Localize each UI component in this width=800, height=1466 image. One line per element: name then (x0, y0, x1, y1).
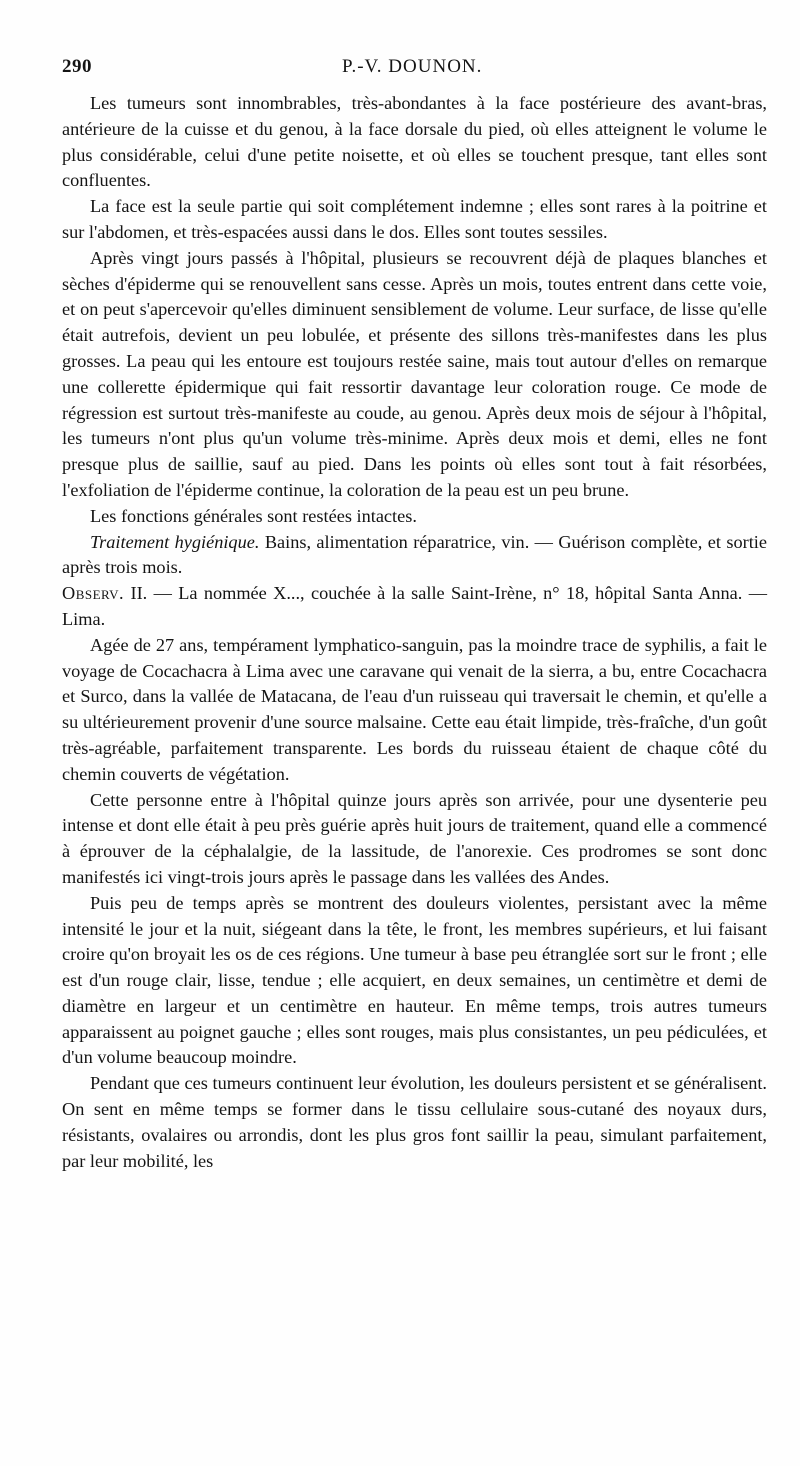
page-number: 290 (62, 56, 92, 77)
page-header (62, 52, 767, 82)
treatment-text: Bains, alimentation réparatrice, vin. — Guérison complète, et sortie après trois mois. (62, 531, 767, 578)
observation-label: Observ. (62, 583, 125, 604)
paragraph: Après vingt jours passés à l'hôpital, plusieurs se recouvrent déjà de plaques blanches et sèches d'épiderme qui se renouvellent sans cesse. Après un mois, toutes entrent dans cette voie, et on peut s'apercevoir qu'elles diminuent sensiblement de volume. Leur surface, de lisse qu'elle était autrefois, devient un peu lobulée, et présente des sillons très-manifestes dans les plus grosses. La peau qui les entoure est toujours restée saine, mais tout autour d'elles on remarque une collerette épidermique qui fait ressortir davantage leur coloration rouge. Ce mode de régression est surtout très-manifeste au coude, au genou. Après deux mois de séjour à l'hôpital, les tumeurs n'ont plus qu'un volume très-minime. Après deux mois et demi, elles ne font presque plus de saillie, sauf au pied. Dans les points où elles sont tout à fait résorbées, l'exfoliation de l'épiderme continue, la coloration de la peau est un peu brune. (62, 247, 767, 500)
body-text (62, 91, 767, 1174)
paragraph: Pendant que ces tumeurs continuent leur évolution, les douleurs persistent et se généralisent. On sent en même temps se former dans le tissu cellulaire sous-cutané des noyaux durs, résistants, ovalaires ou arrondis, dont les plus gros font saillir la peau, simulant parfaitement, par leur mobilité, les (62, 1073, 767, 1171)
observation-heading (62, 581, 767, 633)
observation-text: II. — La nommée X..., couchée à la salle Saint-Irène, n° 18, hôpital Santa Anna. — Lima. (62, 583, 767, 629)
paragraph: Cette personne entre à l'hôpital quinze jours après son arrivée, pour une dysenterie peu intense et dont elle était à peu près guérie après huit jours de traitement, quand elle a commencé à éprouver de la céphalalgie, de la lassitude, de l'anorexie. Ces prodromes se sont donc manifestés ici vingt-trois jours après le passage dans les vallées des Andes. (62, 789, 767, 887)
paragraph: Puis peu de temps après se montrent des douleurs violentes, persistant avec la même intensité le jour et la nuit, siégeant dans la tête, le front, les membres supérieurs, et lui faisant croire qu'on broyait les os de ces régions. Une tumeur à base peu étranglée sort sur le front ; elle est d'un rouge clair, lisse, tendue ; elle acquiert, en deux semaines, un centimètre et demi de diamètre en largeur et un centimètre en hauteur. En même temps, trois autres tumeurs apparaissent au poignet gauche ; elles sont rouges, mais plus consistantes, un peu pédiculées, et d'un volume beaucoup moindre. (62, 892, 767, 1068)
treatment-label: Traitement hygiénique. (90, 531, 260, 552)
paragraph: Les fonctions générales sont restées intactes. (90, 505, 417, 526)
running-head: P.-V. DOUNON. (342, 56, 483, 77)
paragraph: Agée de 27 ans, tempérament lymphatico-sanguin, pas la moindre trace de syphilis, a fait le voyage de Cocachacra à Lima avec une caravane qui venait de la sierra, a bu, entre Cocachacra et Surco, dans la vallée de Matacana, de l'eau d'un ruisseau qui traversait le chemin, et qu'elle a su ultérieurement provenir d'une source malsaine. Cette eau était limpide, très-fraîche, d'un goût très-agréable, parfaitement transparente. Les bords du ruisseau étaient de chaque côté du chemin couverts de végétation. (62, 634, 767, 784)
paragraph: Les tumeurs sont innombrables, très-abondantes à la face postérieure des avant-bras, antérieure de la cuisse et du genou, à la face dorsale du pied, où elles atteignent le volume le plus considérable, celui d'une petite noisette, et où elles se touchent presque, tant elles sont confluentes. (62, 93, 767, 191)
treatment-paragraph (62, 530, 767, 582)
paragraph: La face est la seule partie qui soit complétement indemne ; elles sont rares à la poitrine et sur l'abdomen, et très-espacées aussi dans le dos. Elles sont toutes sessiles. (62, 196, 767, 242)
